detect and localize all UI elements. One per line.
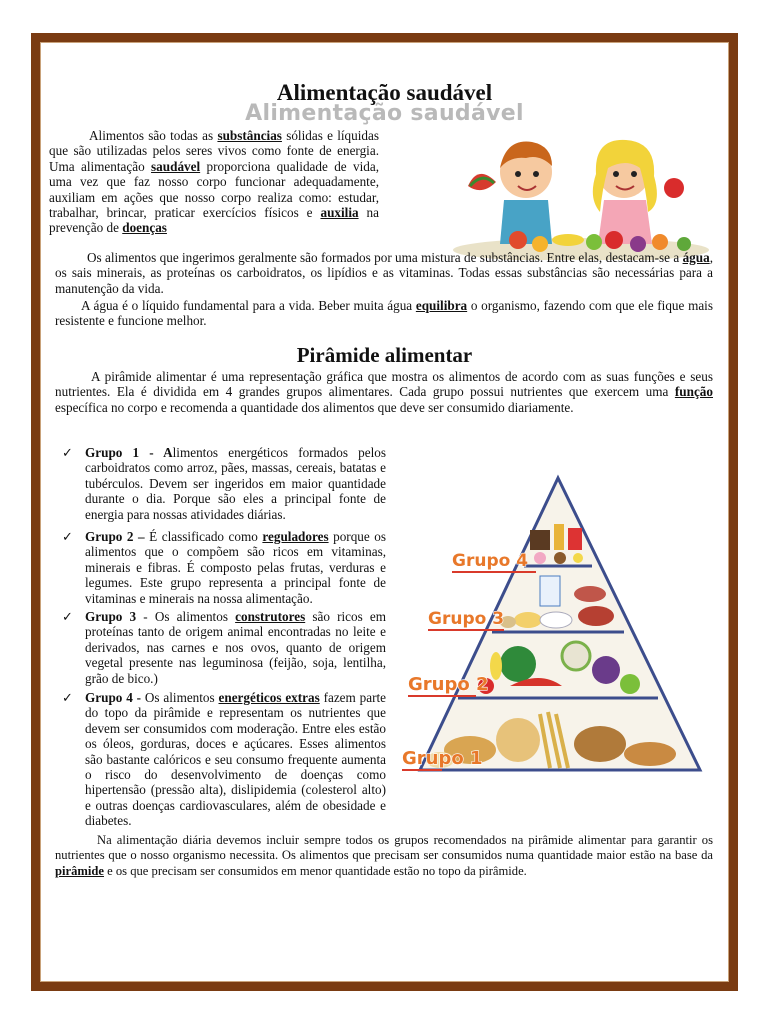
group-1-item: Grupo 1 - Alimentos energéticos formados pelos carboidratos como arroz, pães, massas, cereais, batatas e tubérculos. Devem ser ingeridos em maior quantidade durante o dia. Porque são eles a principal fonte de energia para nossas atividades diárias. [85,445,386,522]
section-heading-pyramid: Pirâmide alimentar [296,343,473,367]
pyramid-label-group-2: Grupo 2 [408,674,489,695]
group-2-item: Grupo 2 – É classificado como reguladores porque os alimentos que o compõem são ricos em vitaminas, minerais e fibras. É composto pelas frutas, verduras e legumes. Este grupo representa a principal fonte de vitaminas e minerais na nossa alimentação. [85,529,386,606]
pyramid-label-group-1: Grupo 1 [402,748,483,769]
pyramid-intro-paragraph: A pirâmide alimentar é uma representação gráfica que mostra os alimentos de acordo com as suas funções e seus nutrientes. Ela é dividida em 4 grandes grupos alimentares. Cada grupo possui nutrientes que exercem uma função específica no corpo e recomenda a quantidade dos alimentos que deve ser consumido diariamente. [55,369,713,415]
keyword: equilibra [415,298,468,313]
keyword: doenças [122,220,167,236]
group-4-item: Grupo 4 - Os alimentos energéticos extras fazem parte do topo da pirâmide e representam os nutrientes que devem ser consumidos com moderação. Entre eles estão os óleos, gorduras, doces e açúcares. Esses alimentos são bastante calóricos e seu consumo frequente aumenta o risco do desenvolvimento de doenças como hipertensão (pressão alta), dislipidemia (colesterol alto) e outras doenças cardiovasculares, além de obesidade e diabetes. [85,690,386,829]
checkmark-icon: ✓ [62,529,73,544]
checkmark-icon: ✓ [62,445,73,460]
keyword: água [682,250,710,265]
keyword: auxilia [320,205,359,221]
closing-paragraph: Na alimentação diária devemos incluir sempre todos os grupos recomendados na pirâmide alimentar para garantir os nutrientes que o nosso organismo necessita. Os alimentos que precisam ser consumidos numa quantidade maior estão na base da pirâmide e os que precisam ser consumidos em menor quantidade estão no topo da pirâmide. [55,833,713,878]
children-with-fruits-illustration [448,128,714,260]
keyword: substâncias [217,128,282,143]
group-3-item: Grupo 3 - Os alimentos construtores são ricos em proteínas tanto de origem animal encontradas no leite e derivados, nas carnes e nos ovos, quanto de origem vegetal presente nas leguminosa (feijão, soja, lentilha, grão de bico.) [85,609,387,686]
pyramid-label-group-3: Grupo 3 [428,609,505,629]
keyword: construtores [235,609,306,624]
document-page [40,42,729,982]
intro-paragraph-1: Alimentos são todas as substâncias sólidas e líquidas que são utilizadas pelos seres vivos como fonte de energia. Uma alimentação saudável proporciona qualidade de vida, uma vez que faz nosso corpo funcionar adequadamente, auxiliam em ações que nosso corpo realiza como: estudar, trabalhar, brincar, praticar exercícios físicos e auxilia na prevenção de doenças [49,128,379,236]
keyword: reguladores [262,529,329,544]
checkmark-icon: ✓ [62,609,73,624]
keyword: saudável [151,158,201,174]
page-title-shadow: Alimentação saudável [245,101,524,126]
pyramid-label-group-4: Grupo 4 [452,551,529,571]
intro-paragraph-2: Os alimentos que ingerimos geralmente são formados por uma mistura de substâncias. Entre elas, destacam-se a água, os sais minerais, as proteínas os carboidratos, os lipídios e as vitaminas. Todas essas substâncias são necessárias para a manutenção da vida. [55,250,713,296]
keyword: energéticos extras [218,690,320,705]
checkmark-icon: ✓ [62,690,73,705]
food-pyramid-illustration [400,474,710,774]
keyword: pirâmide [55,863,104,878]
intro-paragraph-3: A água é o líquido fundamental para a vida. Beber muita água equilibra o organismo, fazendo com que ele fique mais resistente e funcione melhor. [55,298,713,329]
keyword: função [674,384,713,400]
page-title: Alimentação saudável [276,80,493,105]
